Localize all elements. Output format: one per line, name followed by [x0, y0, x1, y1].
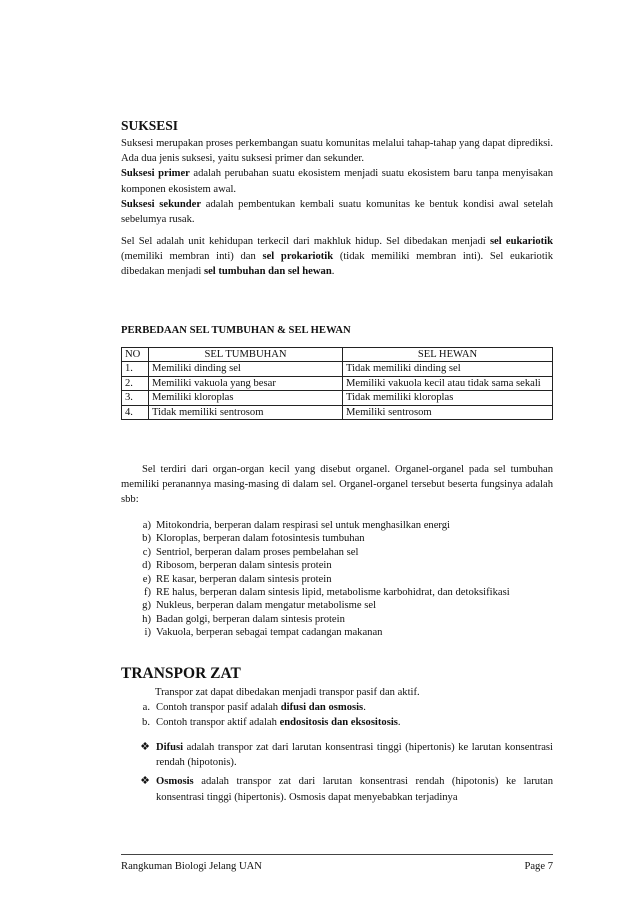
list-text: Badan golgi, berperan dalam sintesis protein	[156, 613, 345, 625]
list-marker: e)	[142, 573, 151, 585]
list-item	[121, 586, 553, 599]
sekunder-term: Suksesi sekunder	[121, 198, 202, 210]
primer-text: adalah perubahan suatu ekosistem menjadi suatu ekosistem baru tanpa menyisakan komponen ekosistem awal.	[121, 168, 553, 195]
transpor-a-end: .	[363, 702, 366, 714]
header-no: NO	[122, 348, 149, 362]
table-row	[122, 405, 553, 419]
header-sel-hewan: SEL HEWAN	[343, 348, 553, 362]
sel-eukariotik-term: sel eukariotik	[489, 236, 553, 247]
row-hewan: Tidak memiliki dinding sel	[343, 362, 553, 376]
row-tumbuhan: Memiliki kloroplas	[149, 391, 343, 405]
sel-section	[121, 234, 553, 280]
list-marker: h)	[142, 613, 151, 625]
table-row	[122, 391, 553, 405]
sel-text-2: (memiliki membran inti) dan	[121, 251, 263, 263]
row-no: 3.	[122, 391, 149, 405]
list-marker: i)	[144, 627, 151, 639]
row-hewan: Memiliki vakuola kecil atau tidak sama sekali	[343, 376, 553, 390]
bullet-difusi	[121, 740, 553, 770]
sel-tumbuhan-hewan-term: sel tumbuhan dan sel hewan	[203, 266, 332, 278]
perbedaan-heading: PERBEDAAN SEL TUMBUHAN & SEL HEWAN	[121, 325, 351, 336]
osmosis-text	[156, 774, 553, 804]
list-marker: f)	[143, 587, 151, 599]
row-tumbuhan: Tidak memiliki sentrosom	[149, 405, 343, 419]
difusi-term: Difusi	[156, 742, 184, 753]
transpor-mark-a: a.	[142, 702, 150, 714]
list-text: Vakuola, berperan sebagai tempat cadangan makanan	[156, 627, 383, 639]
sel-text-4: .	[331, 266, 335, 278]
transpor-a-bold: difusi dan osmosis	[280, 702, 364, 714]
difusi-text	[156, 740, 553, 770]
sekunder-text: adalah pembentukan kembali suatu komunitas ke bentuk kondisi awal setelah sebelumya rusak.	[121, 198, 553, 226]
diamond-bullet-icon: ❖	[140, 741, 150, 753]
page-footer	[121, 854, 553, 872]
suksesi-sekunder	[121, 197, 553, 227]
diamond-bullet-icon: ❖	[140, 775, 150, 788]
list-text: Ribosom, berperan dalam sintesis protein	[156, 560, 332, 572]
osmosis-term: Osmosis	[156, 776, 194, 788]
transpor-intro: Transpor zat dapat dibedakan menjadi transpor pasif dan aktif.	[155, 687, 420, 698]
list-item	[121, 613, 553, 626]
list-marker: d)	[142, 560, 151, 572]
organel-intro: Sel terdiri dari organ-organ kecil yang disebut organel. Organel-organel pada sel tumbuhan memiliki peranannya masing-masing di dalam sel. Organel-organel tersebut beserta fungsinya adalah sbb:	[121, 464, 553, 506]
row-no: 4.	[122, 405, 149, 419]
suksesi-intro: Suksesi merupakan proses perkembangan suatu komunitas melalui tahap-tahap yang dapat diprediksi. Ada dua jenis suksesi, yaitu suksesi primer dan sekunder.	[121, 138, 553, 165]
transpor-text-a	[156, 700, 553, 715]
list-item	[121, 626, 553, 639]
header-sel-tumbuhan: SEL TUMBUHAN	[149, 348, 343, 362]
suksesi-section	[121, 136, 553, 227]
footer-title: Rangkuman Biologi Jelang UAN	[121, 861, 262, 872]
transpor-heading: TRANSPOR ZAT	[121, 665, 241, 682]
list-item	[121, 532, 553, 545]
list-text: Sentriol, berperan dalam proses pembelahan sel	[156, 546, 359, 558]
list-text: Kloroplas, berperan dalam fotosintesis tumbuhan	[156, 533, 365, 545]
perbedaan-table	[121, 347, 553, 420]
sel-text-3: (tidak memiliki membran inti). Sel eukariotik dibedakan menjadi	[121, 251, 554, 278]
transpor-text-b	[156, 715, 553, 730]
list-item	[121, 546, 553, 559]
row-hewan: Tidak memiliki kloroplas	[343, 391, 553, 405]
table-row	[122, 376, 553, 390]
transpor-b-end: .	[397, 717, 401, 729]
perbedaan-table-wrap	[121, 347, 553, 420]
primer-term: Suksesi primer	[121, 168, 190, 180]
transpor-item-b	[121, 715, 553, 730]
list-item	[121, 599, 553, 612]
row-tumbuhan: Memiliki dinding sel	[149, 362, 343, 376]
table-row	[122, 362, 553, 376]
organel-list-wrap	[121, 519, 553, 640]
sel-prokariotik-term: sel prokariotik	[262, 251, 334, 263]
suksesi-primer	[121, 166, 553, 196]
transpor-section	[121, 685, 553, 731]
list-marker: a)	[142, 520, 151, 531]
transpor-item-a	[121, 700, 553, 715]
difusi-desc: adalah transpor zat dari larutan konsentrasi tinggi (hipertonis) ke larutan konsentrasi rendah (hipotonis).	[156, 742, 553, 769]
row-no: 1.	[122, 362, 149, 376]
table-header-row	[122, 348, 553, 362]
organel-section	[121, 462, 553, 508]
list-marker: b)	[142, 533, 151, 545]
list-marker: g)	[142, 600, 151, 612]
list-item	[121, 519, 553, 532]
organel-list	[121, 519, 553, 640]
list-item	[121, 573, 553, 586]
sel-paragraph	[121, 234, 553, 280]
list-text: Mitokondria, berperan dalam respirasi sel untuk menghasilkan energi	[156, 520, 450, 531]
osmosis-desc: adalah transpor zat dari larutan konsentrasi rendah (hipotonis) ke larutan konsentrasi tinggi (hipertonis). Osmosis dapat menyebabkan terjadinya	[156, 776, 553, 803]
transpor-b-prefix: Contoh transpor aktif adalah	[156, 717, 280, 729]
transpor-a-prefix: Contoh transpor pasif adalah	[156, 702, 281, 714]
row-tumbuhan: Memiliki vakuola yang besar	[149, 376, 343, 390]
suksesi-heading: SUKSESI	[121, 118, 179, 133]
page-number: Page 7	[524, 861, 553, 872]
transpor-bullets	[121, 740, 553, 805]
list-item	[121, 559, 553, 572]
row-hewan: Memiliki sentrosom	[343, 405, 553, 419]
sel-text-1: Sel Sel adalah unit kehidupan terkecil dari makhluk hidup. Sel dibedakan menjadi	[121, 236, 490, 247]
row-no: 2.	[122, 376, 149, 390]
transpor-b-bold: endositosis dan eksositosis	[279, 717, 398, 729]
bullet-osmosis	[121, 774, 553, 804]
list-text: Nukleus, berperan dalam mengatur metabolisme sel	[156, 600, 377, 612]
transpor-mark-b: b.	[142, 717, 150, 729]
list-text: RE kasar, berperan dalam sintesis protein	[156, 573, 332, 585]
list-text: RE halus, berperan dalam sintesis lipid, metabolisme karbohidrat, dan detoksifikasi	[156, 587, 510, 599]
list-marker: c)	[142, 546, 151, 558]
